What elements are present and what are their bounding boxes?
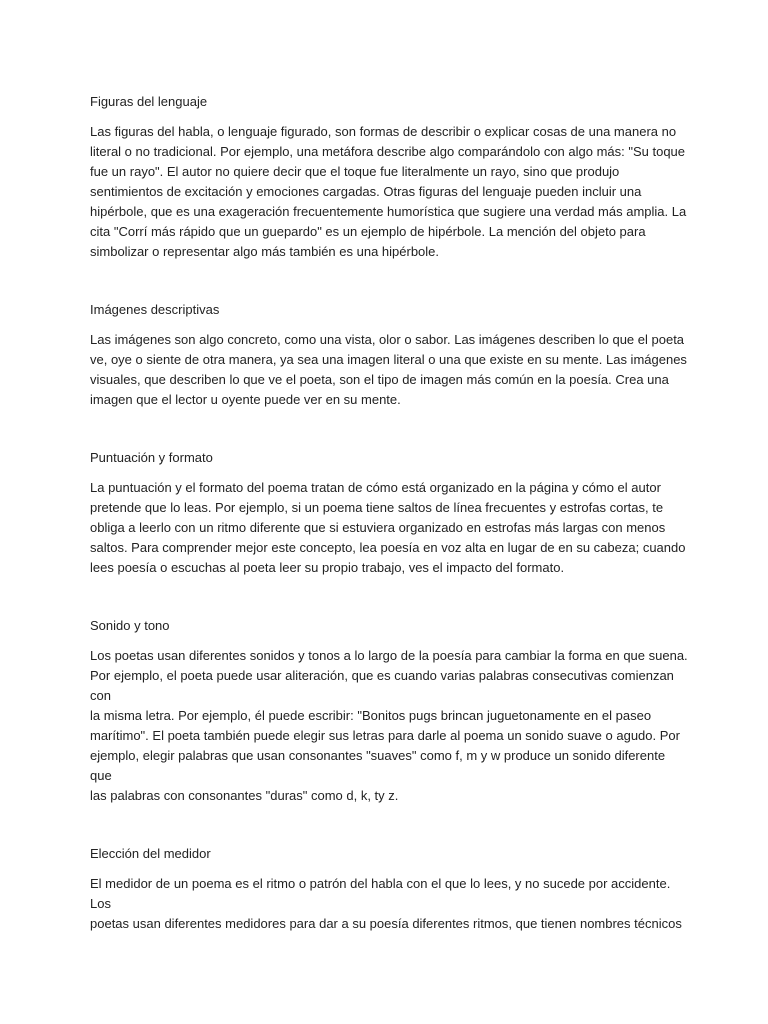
section-paragraph: Los poetas usan diferentes sonidos y tonos a lo largo de la poesía para cambiar la forma en que suena. Por ejemplo, el poeta puede usar aliteración, que es cuando varias palabras consecutivas comienzan con la misma letra. Por ejemplo, él puede escribir: "Bonitos pugs brincan juguetonamente en el paseo marítimo". El poeta también puede elegir sus letras para darle al poema un sonido suave o agudo. Por ejemplo, elegir palabras que usan consonantes "suaves" como f, m y w produce un sonido diferente que las palabras con consonantes "duras" como d, k, ty z. [90,648,688,803]
section-heading: Puntuación y formato [90,450,213,465]
section-imagenes-descriptivas [90,300,690,410]
section-heading: Imágenes descriptivas [90,302,220,317]
section-paragraph: La puntuación y el formato del poema tratan de cómo está organizado en la página y cómo el autor pretende que lo leas. Por ejemplo, si un poema tiene saltos de línea frecuentes y estrofas cortas, te obliga a leerlo con un ritmo diferente que si estuviera organizado en estrofas más largas con menos saltos. Para comprender mejor este concepto, lea poesía en voz alta en lugar de en su cabeza; cuando lees poesía o escuchas al poeta leer su propio trabajo, ves el impacto del formato. [90,480,686,575]
document-body [90,92,690,934]
section-puntuacion-y-formato [90,448,690,578]
section-sonido-y-tono [90,616,690,806]
section-eleccion-del-medidor [90,844,690,934]
section-paragraph: El medidor de un poema es el ritmo o patrón del habla con el que lo lees, y no sucede por accidente. Los poetas usan diferentes medidores para dar a su poesía diferentes ritmos, que tienen nombres técnicos [90,876,682,931]
section-paragraph: Las imágenes son algo concreto, como una vista, olor o sabor. Las imágenes describen lo que el poeta ve, oye o siente de otra manera, ya sea una imagen literal o una que existe en su mente. Las imágenes visuales, que describen lo que ve el poeta, son el tipo de imagen más común en la poesía. Crea una imagen que el lector u oyente puede ver en su mente. [90,332,687,407]
section-heading: Sonido y tono [90,618,170,633]
section-heading: Elección del medidor [90,846,211,861]
section-paragraph: Las figuras del habla, o lenguaje figurado, son formas de describir o explicar cosas de una manera no literal o no tradicional. Por ejemplo, una metáfora describe algo comparándolo con algo más: "Su toque fue un rayo". El autor no quiere decir que el toque fue literalmente un rayo, sino que produjo sentimientos de excitación y emociones cargadas. Otras figuras del lenguaje pueden incluir una hipérbole, que es una exageración frecuentemente humorística que sugiere una verdad más amplia. La cita "Corrí más rápido que un guepardo" es un ejemplo de hipérbole. La mención del objeto para simbolizar o representar algo más también es una hipérbole. [90,124,687,259]
section-figuras-del-lenguaje [90,92,690,262]
section-heading: Figuras del lenguaje [90,94,208,109]
